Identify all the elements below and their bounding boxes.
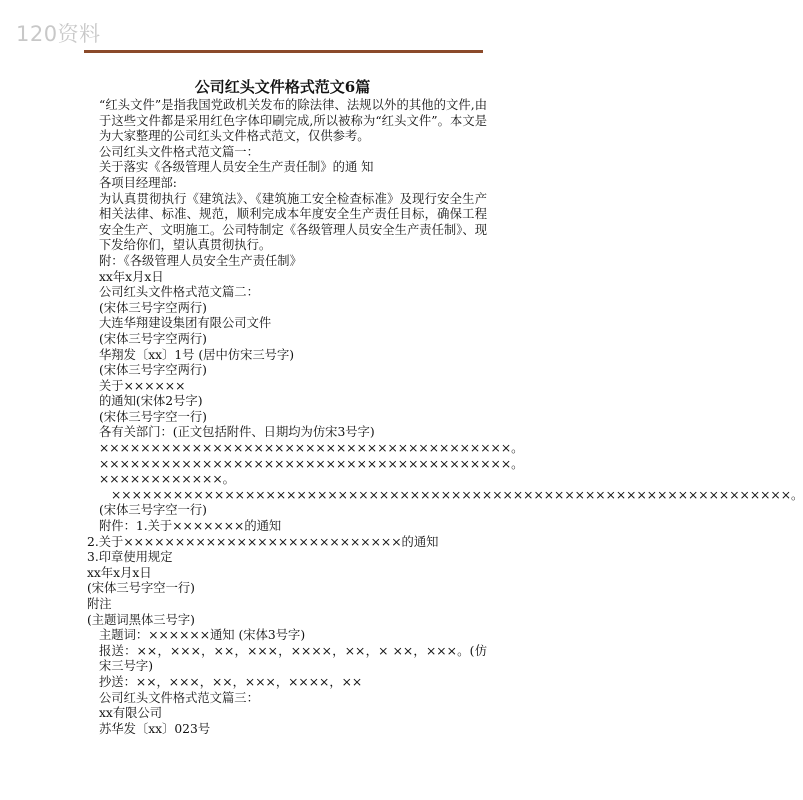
company-name-line: 大连华翔建设集团有限公司文件 (99, 316, 272, 331)
attachment-item: 附件：1.关于×××××××的通知 (99, 519, 282, 534)
format-note: (宋体三号字空一行) (87, 581, 195, 596)
keywords-line: 主题词：××××××通知 (宋体3号字) (99, 628, 306, 643)
placeholder-text-line: ××××××××××××××××××××××××××××××××××××××××。 (99, 441, 524, 456)
intro-paragraph: “红头文件”是指我国党政机关发布的除法律、法规以外的其他的文件,由于这些文件都是采用红色字体印刷完成,所以被称为“红头文件”。本文是为大家整理的公司红头文件格式范文，仅供参考。 (99, 98, 487, 144)
date-line: xx年x月x日 (99, 269, 164, 284)
salutation: 各项目经理部: (99, 175, 177, 190)
header-rule (84, 50, 483, 53)
format-note: (宋体三号字空两行) (99, 300, 207, 315)
document-title: 公司红头文件格式范文6篇 (194, 78, 371, 96)
placeholder-text-line: ××××××××××××。 (99, 472, 235, 487)
attachment-item: 3.印章使用规定 (87, 550, 173, 565)
format-note: (宋体三号字空两行) (99, 363, 207, 378)
notice-body-paragraph: 为认真贯彻执行《建筑法》、《建筑施工安全检查标准》及现行安全生产相关法律、标准、规范，顺利完成本年度安全生产责任目标，确保工程安全生产、文明施工。公司特制定《各级管理人员安全生产责任制》、现下发给你们，望认真贯彻执行。 (99, 191, 487, 253)
document-number-line: 华翔发〔xx〕1号 (居中仿宋三号字) (99, 347, 295, 362)
placeholder-text-line: ××××××××××××××××××××××××××××××××××××××××。 (99, 456, 524, 471)
section-heading-1: 公司红头文件格式范文篇一： (99, 144, 259, 159)
recipients-line: 各有关部门：(正文包括附件、日期均为仿宋3号字) (99, 425, 375, 440)
format-note: (宋体三号字空一行) (99, 503, 207, 518)
watermark: 120资料 (16, 22, 101, 46)
date-line: xx年x月x日 (87, 565, 152, 580)
note-heading: 附注 (87, 597, 112, 611)
format-note: (宋体三号字空一行) (99, 409, 207, 424)
notice-title: 关于落实《各级管理人员安全生产责任制》的通 知 (99, 160, 374, 175)
format-note: (主题词黑体三号字) (87, 612, 195, 627)
format-note: (宋体三号字空两行) (99, 331, 207, 346)
attachment-line: 附：《各级管理人员安全生产责任制》 (99, 253, 302, 268)
company-name-line: xx有限公司 (99, 706, 163, 721)
cc-line: 抄送：××，×××，××，×××，××××，×× (99, 674, 363, 689)
attachment-item: 2.关于×××××××××××××××××××××××××××的通知 (87, 534, 439, 549)
subject-line-2: 的通知(宋体2号字) (99, 394, 203, 409)
subject-line: 关于×××××× (99, 378, 186, 393)
document-body (87, 98, 803, 737)
section-heading-3: 公司红头文件格式范文篇三： (99, 690, 259, 705)
placeholder-text-paragraph: ××××××××××××××××××××××××××××××××××××××××××××××××××××××××××××××××××。 (111, 487, 803, 502)
report-to-line: 报送：××，×××，××，×××，××××，××，× ××，×××。(仿宋三号字) (99, 643, 487, 674)
section-heading-2: 公司红头文件格式范文篇二： (99, 285, 259, 300)
document-number-line: 苏华发〔xx〕023号 (99, 721, 211, 736)
